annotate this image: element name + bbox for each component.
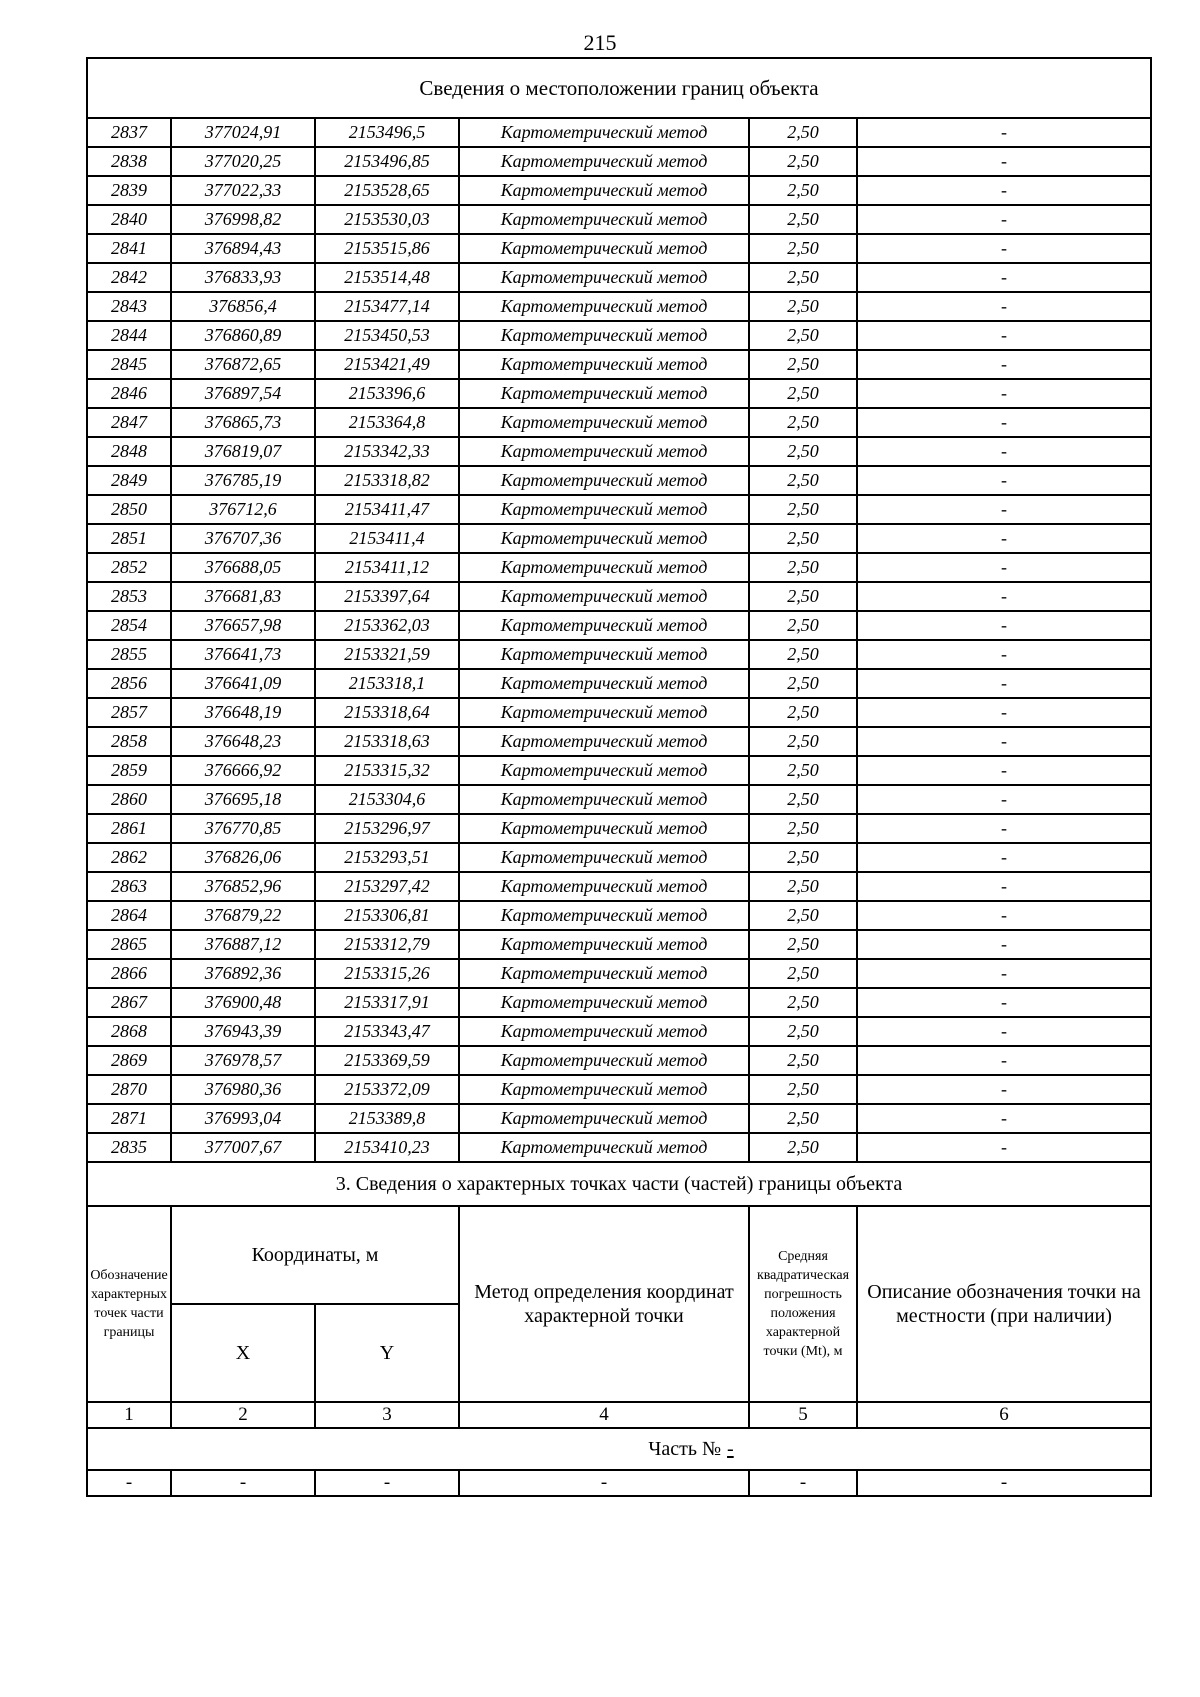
- x-coordinate-cell: 376833,93: [171, 263, 315, 292]
- y-coordinate-cell: 2153318,82: [315, 466, 459, 495]
- method-cell: Картометрический метод: [459, 1133, 749, 1162]
- table-row: [87, 495, 1151, 524]
- point-number-cell: 2870: [87, 1075, 171, 1104]
- column-number: 6: [857, 1402, 1151, 1428]
- mt-cell: 2,50: [749, 466, 857, 495]
- description-cell: -: [857, 176, 1151, 205]
- empty-cell: -: [171, 1470, 315, 1496]
- method-cell: Картометрический метод: [459, 785, 749, 814]
- table-row: [87, 437, 1151, 466]
- x-coordinate-cell: 376712,6: [171, 495, 315, 524]
- point-number-cell: 2844: [87, 321, 171, 350]
- point-number-cell: 2856: [87, 669, 171, 698]
- point-number-cell: 2837: [87, 118, 171, 147]
- section3-title: 3. Сведения о характерных точках части (частей) границы объекта: [87, 1162, 1151, 1206]
- point-number-cell: 2845: [87, 350, 171, 379]
- table-row: [87, 872, 1151, 901]
- point-number-cell: 2847: [87, 408, 171, 437]
- table-row: [87, 234, 1151, 263]
- y-coordinate-cell: 2153496,5: [315, 118, 459, 147]
- description-cell: -: [857, 205, 1151, 234]
- mt-cell: 2,50: [749, 814, 857, 843]
- description-cell: -: [857, 553, 1151, 582]
- description-cell: -: [857, 611, 1151, 640]
- method-cell: Картометрический метод: [459, 495, 749, 524]
- table-row: [87, 756, 1151, 785]
- method-cell: Картометрический метод: [459, 611, 749, 640]
- y-coordinate-cell: 2153343,47: [315, 1017, 459, 1046]
- mt-cell: 2,50: [749, 437, 857, 466]
- description-cell: -: [857, 379, 1151, 408]
- boundary-table: [86, 57, 1152, 1497]
- description-cell: -: [857, 756, 1151, 785]
- x-coordinate-cell: 376897,54: [171, 379, 315, 408]
- y-coordinate-cell: 2153317,91: [315, 988, 459, 1017]
- mt-cell: 2,50: [749, 901, 857, 930]
- x-coordinate-cell: 376852,96: [171, 872, 315, 901]
- point-number-cell: 2864: [87, 901, 171, 930]
- description-cell: -: [857, 118, 1151, 147]
- description-cell: -: [857, 669, 1151, 698]
- method-cell: Картометрический метод: [459, 437, 749, 466]
- section3-title-row: [87, 1162, 1151, 1206]
- y-coordinate-cell: 2153293,51: [315, 843, 459, 872]
- method-cell: Картометрический метод: [459, 756, 749, 785]
- method-cell: Картометрический метод: [459, 698, 749, 727]
- x-coordinate-cell: 376998,82: [171, 205, 315, 234]
- empty-row: [87, 1470, 1151, 1496]
- empty-cell: -: [87, 1470, 171, 1496]
- mt-cell: 2,50: [749, 292, 857, 321]
- empty-cell: -: [857, 1470, 1151, 1496]
- x-coordinate-cell: 376978,57: [171, 1046, 315, 1075]
- mt-cell: 2,50: [749, 350, 857, 379]
- y-coordinate-cell: 2153372,09: [315, 1075, 459, 1104]
- x-coordinate-cell: 376641,09: [171, 669, 315, 698]
- point-number-cell: 2860: [87, 785, 171, 814]
- y-coordinate-cell: 2153296,97: [315, 814, 459, 843]
- x-coordinate-cell: 376943,39: [171, 1017, 315, 1046]
- description-cell: -: [857, 843, 1151, 872]
- method-cell: Картометрический метод: [459, 1104, 749, 1133]
- y-coordinate-cell: 2153364,8: [315, 408, 459, 437]
- mt-cell: 2,50: [749, 988, 857, 1017]
- mt-cell: 2,50: [749, 1104, 857, 1133]
- description-cell: -: [857, 988, 1151, 1017]
- table-row: [87, 1133, 1151, 1162]
- table-row: [87, 524, 1151, 553]
- column-number: 5: [749, 1402, 857, 1428]
- point-number-cell: 2848: [87, 437, 171, 466]
- mt-cell: 2,50: [749, 553, 857, 582]
- table-row: [87, 1046, 1151, 1075]
- method-cell: Картометрический метод: [459, 234, 749, 263]
- x-coordinate-cell: 377020,25: [171, 147, 315, 176]
- header-method: Метод определения координат характерной точки: [459, 1206, 749, 1402]
- part-value: -: [727, 1437, 734, 1460]
- y-coordinate-cell: 2153450,53: [315, 321, 459, 350]
- point-number-cell: 2838: [87, 147, 171, 176]
- point-number-cell: 2842: [87, 263, 171, 292]
- column-number: 2: [171, 1402, 315, 1428]
- y-coordinate-cell: 2153362,03: [315, 611, 459, 640]
- method-cell: Картометрический метод: [459, 843, 749, 872]
- point-number-cell: 2840: [87, 205, 171, 234]
- y-coordinate-cell: 2153306,81: [315, 901, 459, 930]
- x-coordinate-cell: 376860,89: [171, 321, 315, 350]
- description-cell: -: [857, 959, 1151, 988]
- mt-cell: 2,50: [749, 1017, 857, 1046]
- x-coordinate-cell: 376826,06: [171, 843, 315, 872]
- description-cell: -: [857, 147, 1151, 176]
- point-number-cell: 2859: [87, 756, 171, 785]
- mt-cell: 2,50: [749, 176, 857, 205]
- x-coordinate-cell: 376770,85: [171, 814, 315, 843]
- x-coordinate-cell: 376666,92: [171, 756, 315, 785]
- description-cell: -: [857, 1104, 1151, 1133]
- column-number: 1: [87, 1402, 171, 1428]
- point-number-cell: 2851: [87, 524, 171, 553]
- x-coordinate-cell: 376887,12: [171, 930, 315, 959]
- y-coordinate-cell: 2153514,48: [315, 263, 459, 292]
- description-cell: -: [857, 321, 1151, 350]
- table-row: [87, 843, 1151, 872]
- method-cell: Картометрический метод: [459, 901, 749, 930]
- table-row: [87, 959, 1151, 988]
- table-row: [87, 727, 1151, 756]
- table-row: [87, 814, 1151, 843]
- method-cell: Картометрический метод: [459, 727, 749, 756]
- point-number-cell: 2849: [87, 466, 171, 495]
- mt-cell: 2,50: [749, 959, 857, 988]
- page-number: 215: [583, 30, 617, 55]
- method-cell: Картометрический метод: [459, 205, 749, 234]
- point-number-cell: 2868: [87, 1017, 171, 1046]
- method-cell: Картометрический метод: [459, 959, 749, 988]
- mt-cell: 2,50: [749, 698, 857, 727]
- y-coordinate-cell: 2153410,23: [315, 1133, 459, 1162]
- x-coordinate-cell: 376856,4: [171, 292, 315, 321]
- mt-cell: 2,50: [749, 408, 857, 437]
- method-cell: Картометрический метод: [459, 118, 749, 147]
- x-coordinate-cell: 376865,73: [171, 408, 315, 437]
- table-row: [87, 785, 1151, 814]
- method-cell: Картометрический метод: [459, 350, 749, 379]
- description-cell: -: [857, 1133, 1151, 1162]
- point-number-cell: 2863: [87, 872, 171, 901]
- mt-cell: 2,50: [749, 234, 857, 263]
- mt-cell: 2,50: [749, 785, 857, 814]
- method-cell: Картометрический метод: [459, 930, 749, 959]
- table-row: [87, 466, 1151, 495]
- x-coordinate-cell: 376648,19: [171, 698, 315, 727]
- table-row: [87, 611, 1151, 640]
- x-coordinate-cell: 377007,67: [171, 1133, 315, 1162]
- y-coordinate-cell: 2153528,65: [315, 176, 459, 205]
- table-row: [87, 698, 1151, 727]
- y-coordinate-cell: 2153304,6: [315, 785, 459, 814]
- description-cell: -: [857, 930, 1151, 959]
- y-coordinate-cell: 2153411,47: [315, 495, 459, 524]
- description-cell: -: [857, 872, 1151, 901]
- y-coordinate-cell: 2153515,86: [315, 234, 459, 263]
- method-cell: Картометрический метод: [459, 553, 749, 582]
- description-cell: -: [857, 466, 1151, 495]
- method-cell: Картометрический метод: [459, 466, 749, 495]
- point-number-cell: 2857: [87, 698, 171, 727]
- mt-cell: 2,50: [749, 640, 857, 669]
- description-cell: -: [857, 785, 1151, 814]
- point-number-cell: 2862: [87, 843, 171, 872]
- table-row: [87, 176, 1151, 205]
- point-number-cell: 2841: [87, 234, 171, 263]
- x-coordinate-cell: 376681,83: [171, 582, 315, 611]
- y-coordinate-cell: 2153496,85: [315, 147, 459, 176]
- mt-cell: 2,50: [749, 263, 857, 292]
- x-coordinate-cell: 376641,73: [171, 640, 315, 669]
- x-coordinate-cell: 376980,36: [171, 1075, 315, 1104]
- method-cell: Картометрический метод: [459, 669, 749, 698]
- mt-cell: 2,50: [749, 930, 857, 959]
- description-cell: -: [857, 901, 1151, 930]
- description-cell: -: [857, 263, 1151, 292]
- method-cell: Картометрический метод: [459, 321, 749, 350]
- section3-header-row: [87, 1206, 1151, 1304]
- point-number-cell: 2861: [87, 814, 171, 843]
- method-cell: Картометрический метод: [459, 524, 749, 553]
- method-cell: Картометрический метод: [459, 1017, 749, 1046]
- mt-cell: 2,50: [749, 1133, 857, 1162]
- method-cell: Картометрический метод: [459, 292, 749, 321]
- y-coordinate-cell: 2153312,79: [315, 930, 459, 959]
- column-number: 4: [459, 1402, 749, 1428]
- column-number: 3: [315, 1402, 459, 1428]
- table-row: [87, 553, 1151, 582]
- point-number-cell: 2865: [87, 930, 171, 959]
- x-coordinate-cell: 376879,22: [171, 901, 315, 930]
- description-cell: -: [857, 582, 1151, 611]
- description-cell: -: [857, 1046, 1151, 1075]
- description-cell: -: [857, 495, 1151, 524]
- y-coordinate-cell: 2153421,49: [315, 350, 459, 379]
- mt-cell: 2,50: [749, 843, 857, 872]
- mt-cell: 2,50: [749, 756, 857, 785]
- y-coordinate-cell: 2153315,26: [315, 959, 459, 988]
- table-row: [87, 1017, 1151, 1046]
- y-coordinate-cell: 2153342,33: [315, 437, 459, 466]
- x-coordinate-cell: 376707,36: [171, 524, 315, 553]
- table-row: [87, 408, 1151, 437]
- method-cell: Картометрический метод: [459, 147, 749, 176]
- x-coordinate-cell: 376695,18: [171, 785, 315, 814]
- table-row: [87, 640, 1151, 669]
- part-row: [87, 1428, 1151, 1470]
- method-cell: Картометрический метод: [459, 582, 749, 611]
- point-number-cell: 2858: [87, 727, 171, 756]
- description-cell: -: [857, 698, 1151, 727]
- table-row: [87, 118, 1151, 147]
- y-coordinate-cell: 2153318,63: [315, 727, 459, 756]
- x-coordinate-cell: 376785,19: [171, 466, 315, 495]
- header-y: Y: [315, 1304, 459, 1402]
- y-coordinate-cell: 2153369,59: [315, 1046, 459, 1075]
- description-cell: -: [857, 234, 1151, 263]
- x-coordinate-cell: 376894,43: [171, 234, 315, 263]
- method-cell: Картометрический метод: [459, 379, 749, 408]
- y-coordinate-cell: 2153297,42: [315, 872, 459, 901]
- x-coordinate-cell: 376993,04: [171, 1104, 315, 1133]
- point-number-cell: 2866: [87, 959, 171, 988]
- mt-cell: 2,50: [749, 205, 857, 234]
- x-coordinate-cell: 376819,07: [171, 437, 315, 466]
- table-row: [87, 263, 1151, 292]
- mt-cell: 2,50: [749, 582, 857, 611]
- y-coordinate-cell: 2153318,64: [315, 698, 459, 727]
- description-cell: -: [857, 292, 1151, 321]
- y-coordinate-cell: 2153477,14: [315, 292, 459, 321]
- method-cell: Картометрический метод: [459, 640, 749, 669]
- x-coordinate-cell: 376657,98: [171, 611, 315, 640]
- table-row: [87, 205, 1151, 234]
- point-number-cell: 2853: [87, 582, 171, 611]
- description-cell: -: [857, 727, 1151, 756]
- table-title: Сведения о местоположении границ объекта: [87, 58, 1151, 118]
- table-row: [87, 379, 1151, 408]
- point-number-cell: 2850: [87, 495, 171, 524]
- mt-cell: 2,50: [749, 524, 857, 553]
- point-number-cell: 2855: [87, 640, 171, 669]
- mt-cell: 2,50: [749, 669, 857, 698]
- y-coordinate-cell: 2153396,6: [315, 379, 459, 408]
- y-coordinate-cell: 2153389,8: [315, 1104, 459, 1133]
- y-coordinate-cell: 2153318,1: [315, 669, 459, 698]
- table-row: [87, 582, 1151, 611]
- x-coordinate-cell: 376648,23: [171, 727, 315, 756]
- part-label: Часть №: [648, 1437, 722, 1460]
- header-point-designation: Обозначение характерных точек части границы: [87, 1206, 171, 1402]
- description-cell: -: [857, 437, 1151, 466]
- method-cell: Картометрический метод: [459, 176, 749, 205]
- header-coordinates: Координаты, м: [171, 1206, 459, 1304]
- method-cell: Картометрический метод: [459, 988, 749, 1017]
- header-x: X: [171, 1304, 315, 1402]
- description-cell: -: [857, 1017, 1151, 1046]
- table-row: [87, 147, 1151, 176]
- method-cell: Картометрический метод: [459, 408, 749, 437]
- table-row: [87, 350, 1151, 379]
- empty-cell: -: [459, 1470, 749, 1496]
- point-number-cell: 2854: [87, 611, 171, 640]
- method-cell: Картометрический метод: [459, 814, 749, 843]
- table-row: [87, 292, 1151, 321]
- x-coordinate-cell: 376872,65: [171, 350, 315, 379]
- y-coordinate-cell: 2153530,03: [315, 205, 459, 234]
- mt-cell: 2,50: [749, 611, 857, 640]
- method-cell: Картометрический метод: [459, 263, 749, 292]
- table-row: [87, 669, 1151, 698]
- x-coordinate-cell: 377024,91: [171, 118, 315, 147]
- mt-cell: 2,50: [749, 1046, 857, 1075]
- header-mt: Средняя квадратическая погрешность положения характерной точки (Mt), м: [749, 1206, 857, 1402]
- part-cell: [87, 1428, 1151, 1470]
- point-number-cell: 2846: [87, 379, 171, 408]
- point-number-cell: 2852: [87, 553, 171, 582]
- mt-cell: 2,50: [749, 321, 857, 350]
- table-row: [87, 1104, 1151, 1133]
- method-cell: Картометрический метод: [459, 1075, 749, 1104]
- point-number-cell: 2839: [87, 176, 171, 205]
- y-coordinate-cell: 2153321,59: [315, 640, 459, 669]
- mt-cell: 2,50: [749, 147, 857, 176]
- mt-cell: 2,50: [749, 495, 857, 524]
- table-title-row: [87, 58, 1151, 118]
- description-cell: -: [857, 524, 1151, 553]
- description-cell: -: [857, 408, 1151, 437]
- method-cell: Картометрический метод: [459, 1046, 749, 1075]
- point-number-cell: 2867: [87, 988, 171, 1017]
- table-row: [87, 988, 1151, 1017]
- y-coordinate-cell: 2153411,4: [315, 524, 459, 553]
- x-coordinate-cell: 377022,33: [171, 176, 315, 205]
- y-coordinate-cell: 2153411,12: [315, 553, 459, 582]
- table-row: [87, 930, 1151, 959]
- description-cell: -: [857, 640, 1151, 669]
- y-coordinate-cell: 2153397,64: [315, 582, 459, 611]
- point-number-cell: 2869: [87, 1046, 171, 1075]
- table-row: [87, 321, 1151, 350]
- empty-cell: -: [749, 1470, 857, 1496]
- table-row: [87, 1075, 1151, 1104]
- column-number-row: [87, 1402, 1151, 1428]
- point-number-cell: 2835: [87, 1133, 171, 1162]
- x-coordinate-cell: 376688,05: [171, 553, 315, 582]
- point-number-cell: 2843: [87, 292, 171, 321]
- table-row: [87, 901, 1151, 930]
- x-coordinate-cell: 376900,48: [171, 988, 315, 1017]
- mt-cell: 2,50: [749, 118, 857, 147]
- mt-cell: 2,50: [749, 872, 857, 901]
- mt-cell: 2,50: [749, 727, 857, 756]
- description-cell: -: [857, 814, 1151, 843]
- mt-cell: 2,50: [749, 379, 857, 408]
- empty-cell: -: [315, 1470, 459, 1496]
- method-cell: Картометрический метод: [459, 872, 749, 901]
- header-description: Описание обозначения точки на местности (при наличии): [857, 1206, 1151, 1402]
- y-coordinate-cell: 2153315,32: [315, 756, 459, 785]
- description-cell: -: [857, 350, 1151, 379]
- point-number-cell: 2871: [87, 1104, 171, 1133]
- mt-cell: 2,50: [749, 1075, 857, 1104]
- description-cell: -: [857, 1075, 1151, 1104]
- x-coordinate-cell: 376892,36: [171, 959, 315, 988]
